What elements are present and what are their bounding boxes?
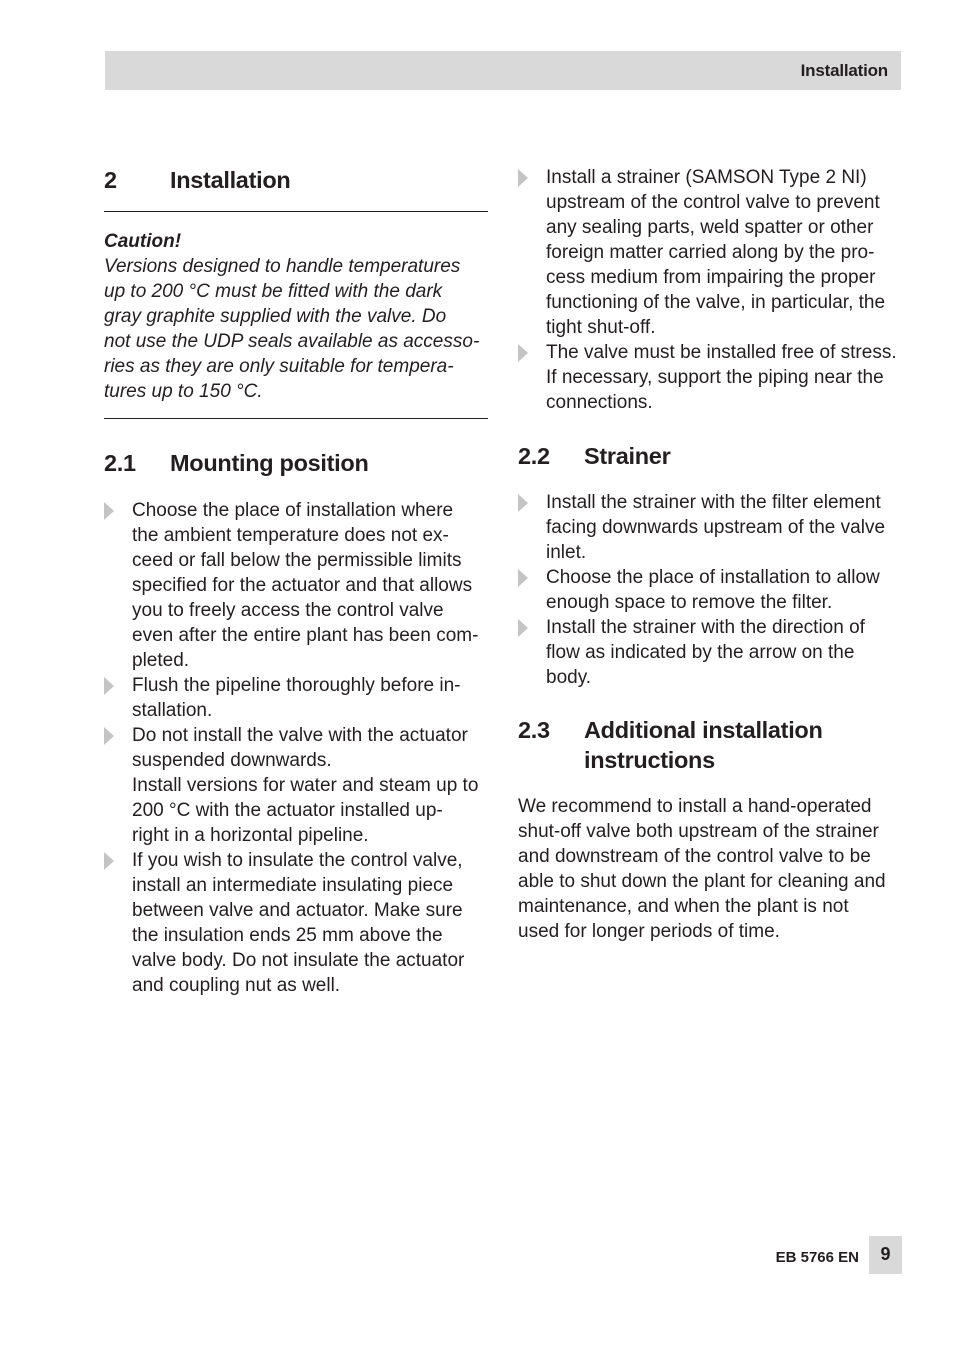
bullet-arrow-icon [104, 502, 114, 520]
mounting-position-list [104, 498, 494, 998]
list-item: If you wish to insulate the control valve, install an intermediate insulating piece between valve and actuator. Make sure the insulation ends 25 mm above the valve body. Do not insulate the actuator and coupling nut as well. [104, 848, 494, 998]
list-item: Install a strainer (SAMSON Type 2 NI) upstream of the control valve to prevent any sealing parts, weld spatter or other foreign matter carried along by the pro- cess medium from impairing the proper functioning of the valve, in particular, the tight shut-off. [518, 165, 908, 340]
page-number: 9 [880, 1244, 891, 1264]
section-number: 2.1 [104, 450, 136, 476]
divider [104, 211, 488, 212]
page-number-box [869, 1236, 902, 1274]
section-number: 2 [104, 167, 117, 193]
installation-list [518, 165, 908, 415]
additional-instructions-text: We recommend to install a hand-operated shut-off valve both upstream of the strainer and downstream of the control valve to be able to shut down the plant for cleaning and maintenance, and when the plant is not used for longer periods of time. [518, 796, 886, 942]
section-number: 2.2 [518, 443, 550, 469]
header-bar [105, 51, 901, 90]
list-item: Install the strainer with the direction of flow as indicated by the arrow on the body. [518, 615, 908, 690]
section-title: Strainer [584, 443, 671, 469]
caution-box [104, 229, 479, 404]
document-code: EB 5766 EN [775, 1249, 859, 1266]
running-header-title: Installation [800, 61, 888, 80]
list-item: Do not install the valve with the actuator suspended downwards. Install versions for water and steam up to 200 °C with the actuator installed up- right in a horizontal pipeline. [104, 723, 494, 848]
divider [104, 418, 488, 419]
section-number: 2.3 [518, 717, 550, 743]
section-title: Mounting position [170, 450, 369, 476]
bullet-arrow-icon [518, 569, 528, 587]
bullet-arrow-icon [518, 619, 528, 637]
bullet-arrow-icon [104, 727, 114, 745]
list-item: Install the strainer with the filter element facing downwards upstream of the valve inlet. [518, 490, 908, 565]
list-item: Choose the place of installation where the ambient temperature does not ex- ceed or fall below the permissible limits specified for the actuator and that allows you to freely access the control valve even after the entire plant has been com- pleted. [104, 498, 494, 673]
bullet-arrow-icon [518, 169, 528, 187]
list-item: The valve must be installed free of stress. If necessary, support the piping near the connections. [518, 340, 908, 415]
bullet-arrow-icon [104, 677, 114, 695]
bullet-arrow-icon [518, 494, 528, 512]
section-title: Additional installation [584, 717, 823, 743]
section-title: instructions [584, 747, 715, 773]
list-item: Choose the place of installation to allow enough space to remove the filter. [518, 565, 908, 615]
caution-text: Versions designed to handle temperatures up to 200 °C must be fitted with the dark gray graphite supplied with the valve. Do not use the UDP seals available as accesso- ries as they are only suitable for tempera- tures up to 150 °C. [104, 256, 480, 402]
caution-title: Caution! [104, 231, 182, 252]
bullet-arrow-icon [104, 852, 114, 870]
bullet-arrow-icon [518, 344, 528, 362]
section-title: Installation [170, 167, 291, 193]
list-item: Flush the pipeline thoroughly before in- stallation. [104, 673, 494, 723]
strainer-list [518, 490, 908, 690]
